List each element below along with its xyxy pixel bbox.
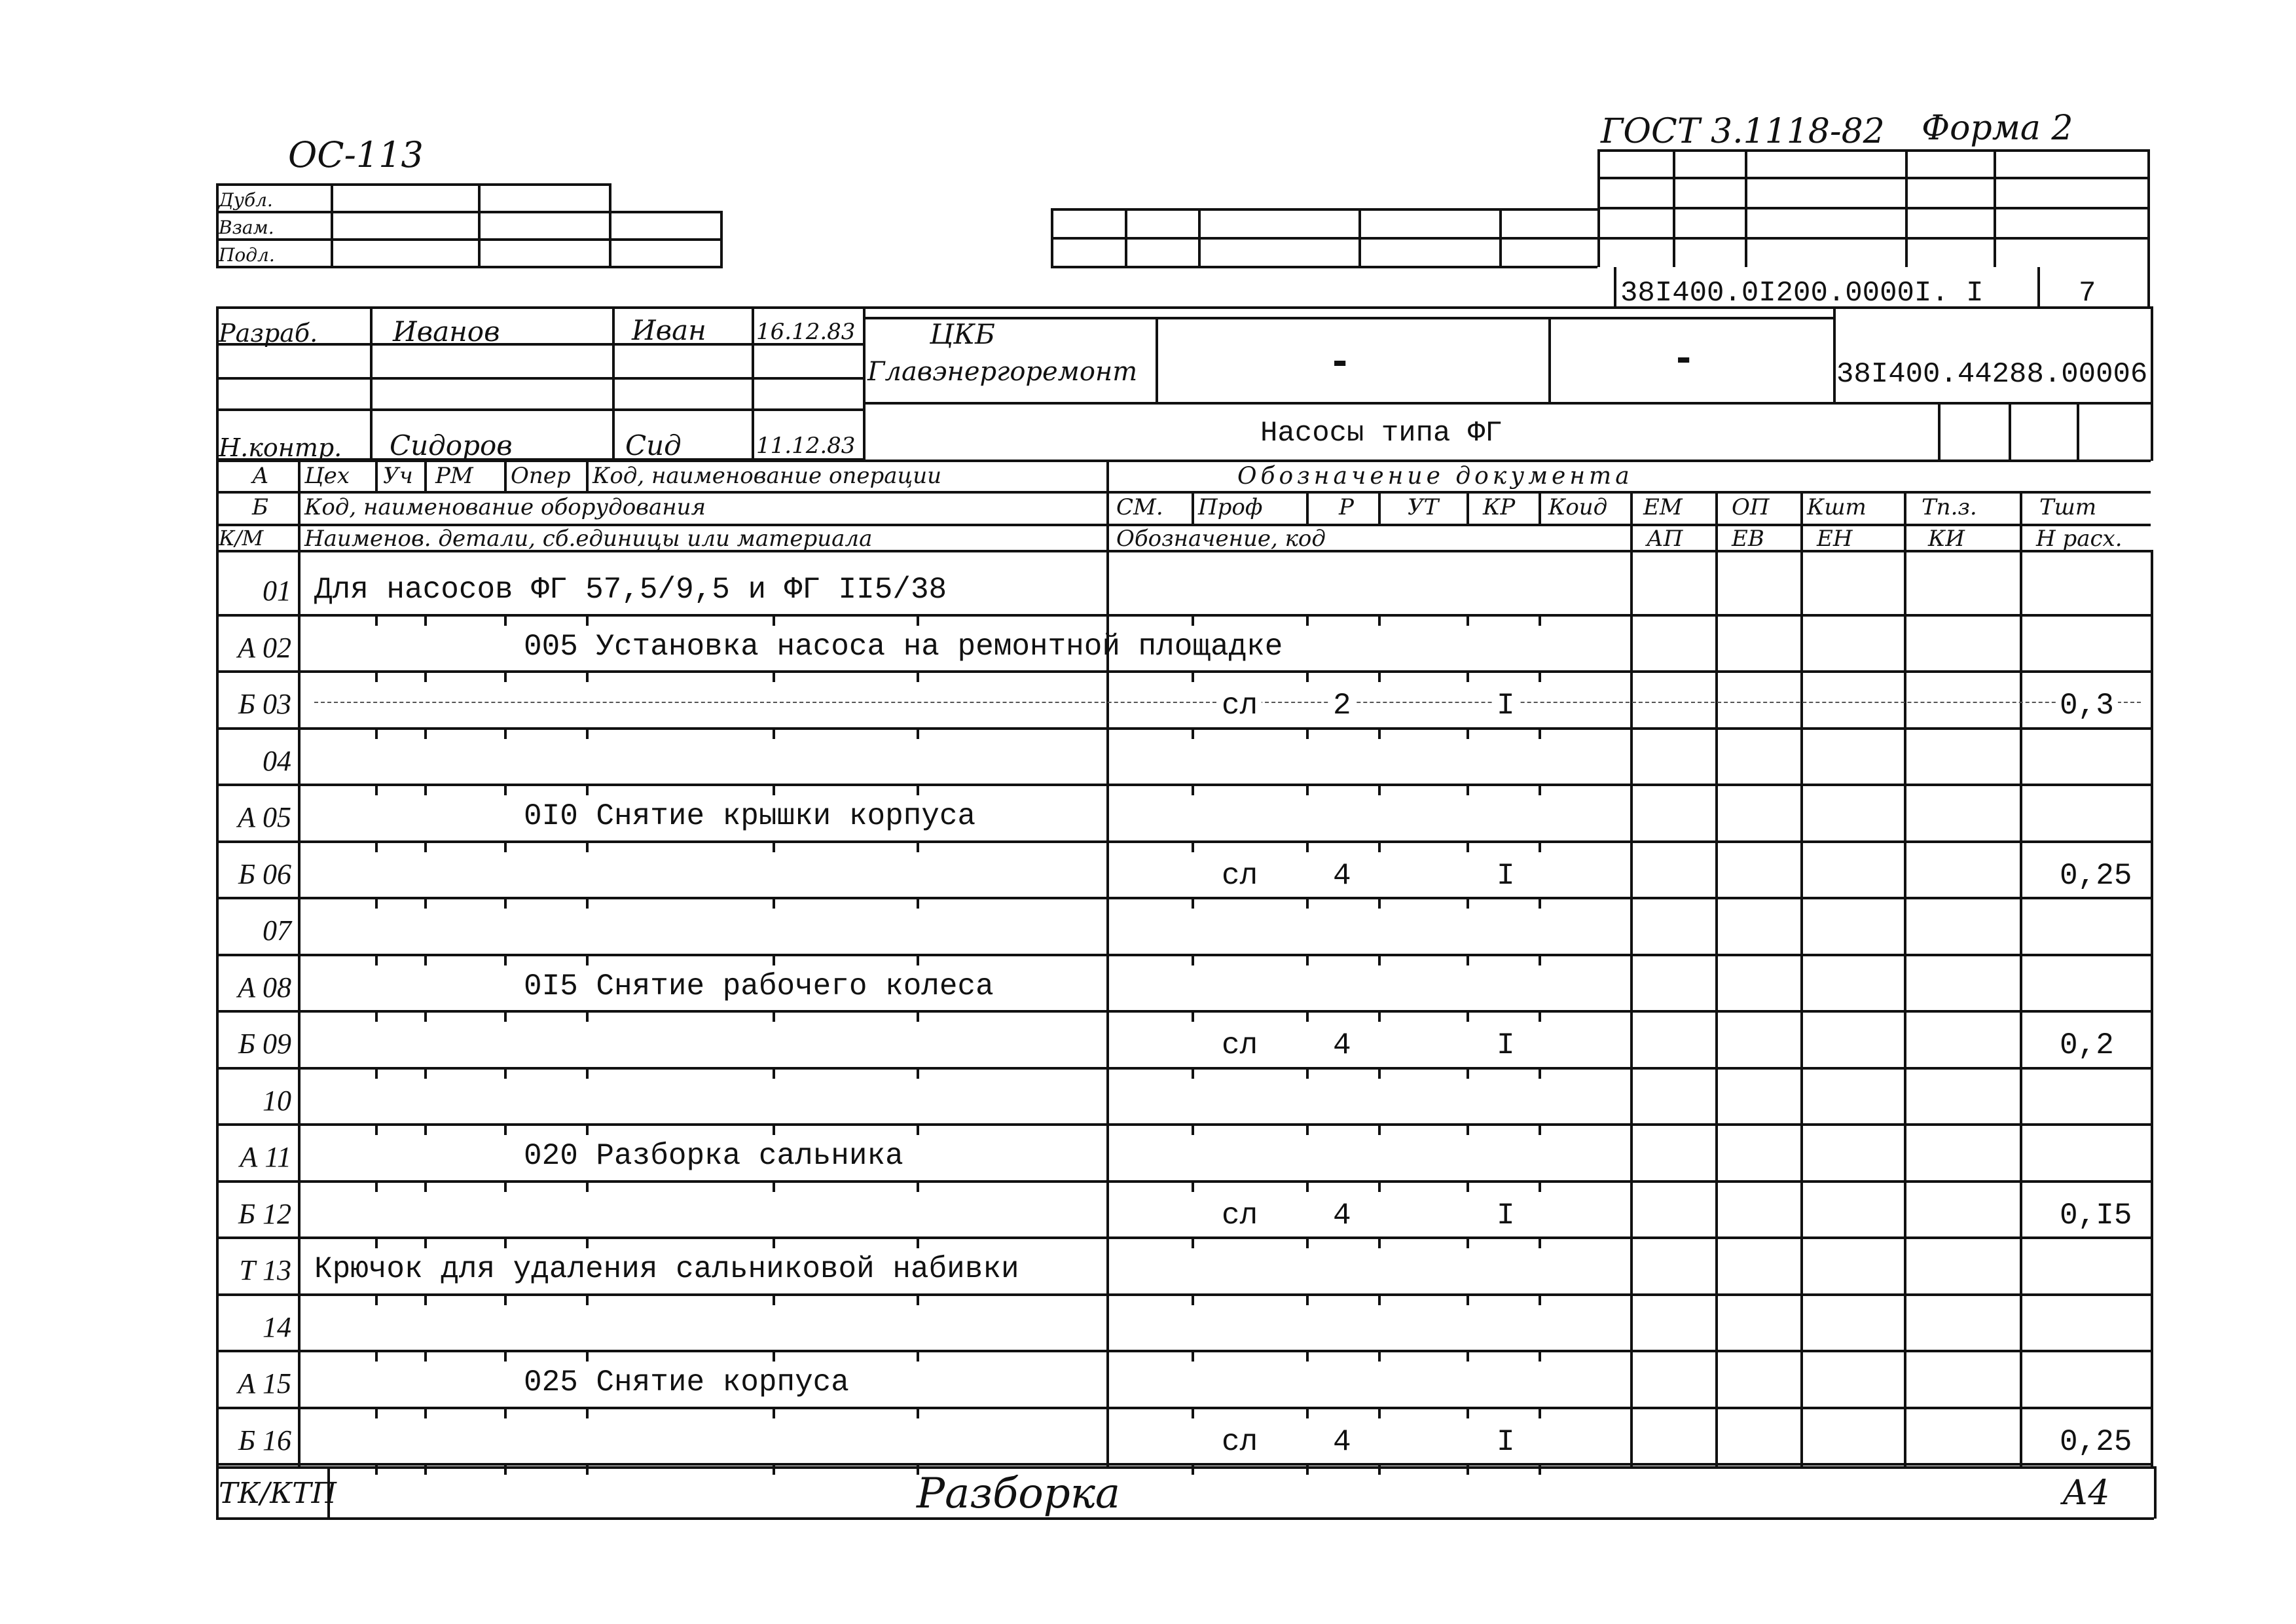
row-label: Б 16	[238, 1424, 291, 1456]
row-tick	[1539, 1293, 1541, 1305]
row-text: 0I5 Снятие рабочего колеса	[524, 969, 994, 1003]
row-tick	[773, 897, 775, 909]
row-tick	[1467, 784, 1469, 795]
row-tick	[773, 614, 775, 626]
row-label: Б 06	[238, 857, 291, 890]
row-tick	[1378, 1010, 1381, 1022]
row-tick	[1192, 1463, 1194, 1475]
row-tick	[586, 727, 589, 739]
row-tick	[375, 1293, 378, 1305]
row-tick	[504, 784, 507, 795]
row-razr: 4	[1329, 1199, 1355, 1233]
form-label: Форма 2	[1922, 109, 2073, 148]
row-tick	[1192, 954, 1194, 965]
dash-cell-b: -	[1676, 337, 1692, 380]
row-kr: I	[1493, 1199, 1519, 1233]
product-code: 38I400.44288.00006	[1836, 358, 2148, 391]
row-tick	[586, 840, 589, 852]
grid-vline	[2020, 550, 2022, 1466]
row-tick	[586, 1350, 589, 1362]
row-tick	[917, 1236, 919, 1248]
row-tick	[1467, 727, 1469, 739]
row-tick	[1306, 1350, 1309, 1362]
grid-vline	[1715, 550, 1718, 1466]
row-text: 025 Снятие корпуса	[524, 1365, 849, 1399]
row-tick	[1378, 1067, 1381, 1079]
row-tick	[1539, 1180, 1541, 1192]
row-tick	[504, 1407, 507, 1418]
row-tick	[917, 1067, 919, 1079]
row-tick	[424, 727, 427, 739]
row-tick	[1306, 784, 1309, 795]
row-tick	[1378, 1236, 1381, 1248]
row-tick	[1467, 1067, 1469, 1079]
row-kr: I	[1493, 859, 1519, 893]
row-label: А 08	[238, 971, 291, 1003]
row-tick	[375, 727, 378, 739]
row-tick	[424, 614, 427, 626]
row-tick	[1192, 670, 1194, 682]
hdr-b-koid: Коид	[1548, 494, 1608, 520]
row-tsht: 0,3	[2056, 689, 2118, 723]
hdr-nrash: Н расх.	[2036, 526, 2123, 552]
row-tick	[1192, 1293, 1194, 1305]
row-label: А 02	[238, 631, 291, 664]
row-razr: 2	[1329, 689, 1355, 723]
row-tick	[424, 1180, 427, 1192]
row-tick	[375, 1407, 378, 1418]
row-tick	[1306, 954, 1309, 965]
row-prof: сл	[1218, 1028, 1262, 1062]
row-tick	[424, 1293, 427, 1305]
row-tick	[375, 1463, 378, 1475]
row-label: А 11	[240, 1141, 291, 1173]
row-tick	[1306, 1010, 1309, 1022]
row-tick	[1306, 897, 1309, 909]
row-tick	[504, 840, 507, 852]
row-tick	[586, 1293, 589, 1305]
sheet-number: 7	[2079, 277, 2096, 310]
row-tick	[504, 1350, 507, 1362]
row-tick	[917, 840, 919, 852]
row-tick	[1378, 1180, 1381, 1192]
row-tick	[1192, 727, 1194, 739]
hdr-a-kod: Код, наименование операции	[592, 463, 942, 489]
row-tick	[424, 897, 427, 909]
row-tick	[1306, 670, 1309, 682]
row-tick	[1306, 1067, 1309, 1079]
row-tick	[1306, 614, 1309, 626]
row-tick	[1192, 1010, 1194, 1022]
row-tick	[375, 897, 378, 909]
row-tick	[1467, 1407, 1469, 1418]
row-kr: I	[1493, 689, 1519, 723]
hdr-b-label: Б	[252, 494, 268, 520]
row-tick	[1539, 1123, 1541, 1135]
footer-title: Разборка	[917, 1470, 1121, 1518]
row-prof: сл	[1218, 1425, 1262, 1459]
row-tick	[1192, 1236, 1194, 1248]
row-text: 0I0 Снятие крышки корпуса	[524, 799, 976, 833]
row-tick	[375, 1180, 378, 1192]
row-tick	[1378, 897, 1381, 909]
row-tick	[504, 1010, 507, 1022]
footer-format: А4	[2062, 1473, 2110, 1513]
row-tick	[1378, 614, 1381, 626]
stamp-podl: Подл.	[219, 244, 275, 266]
row-tick	[586, 1067, 589, 1079]
row-tick	[1192, 614, 1194, 626]
row-label: 01	[263, 575, 291, 607]
row-tick	[1378, 727, 1381, 739]
row-label: А 05	[238, 801, 291, 833]
hdr-ev: ЕВ	[1732, 526, 1764, 552]
row-tick	[917, 1350, 919, 1362]
row-tick	[1306, 1407, 1309, 1418]
nk-signature: Сид	[625, 429, 682, 461]
hdr-a-oper: Опер	[511, 463, 571, 489]
dev-date: 16.12.83	[756, 319, 856, 345]
row-label: 07	[263, 914, 291, 947]
hdr-b-r: Р	[1339, 494, 1354, 520]
dev-signature: Иван	[632, 314, 706, 346]
row-tick	[424, 1350, 427, 1362]
row-text: Крючок для удаления сальниковой набивки	[314, 1252, 1019, 1286]
row-label: 10	[263, 1084, 291, 1117]
row-tsht: 0,2	[2056, 1028, 2118, 1062]
row-tick	[424, 1010, 427, 1022]
row-kr: I	[1493, 1425, 1519, 1459]
row-tick	[1467, 954, 1469, 965]
hdr-a-ceh: Цех	[304, 463, 350, 489]
stamp-dubl: Дубл.	[219, 189, 273, 211]
hdr-tpz: Тп.з.	[1922, 494, 1977, 520]
nk-name: Сидоров	[390, 429, 513, 461]
row-tick	[375, 954, 378, 965]
row-tick	[1539, 670, 1541, 682]
row-tick	[586, 1463, 589, 1475]
row-tick	[586, 897, 589, 909]
row-tick	[1378, 1350, 1381, 1362]
dev-label: Разраб.	[219, 319, 318, 348]
row-tick	[1467, 670, 1469, 682]
row-text: Для насосов ФГ 57,5/9,5 и ФГ II5/38	[314, 573, 947, 607]
row-tick	[1539, 897, 1541, 909]
row-tick	[375, 1236, 378, 1248]
stamp-vzam: Взам.	[219, 217, 274, 238]
row-tick	[1467, 1180, 1469, 1192]
row-tick	[1378, 840, 1381, 852]
row-tick	[1378, 784, 1381, 795]
row-tick	[504, 1123, 507, 1135]
row-tick	[1306, 1236, 1309, 1248]
row-tick	[1467, 1010, 1469, 1022]
row-tick	[1467, 614, 1469, 626]
row-prof: сл	[1218, 859, 1262, 893]
hdr-ksht: Кшт	[1807, 494, 1867, 520]
row-tick	[586, 670, 589, 682]
row-tick	[504, 1236, 507, 1248]
row-label: Б 03	[238, 688, 291, 720]
row-tick	[773, 784, 775, 795]
row-tick	[504, 954, 507, 965]
row-tick	[504, 614, 507, 626]
dash-cell-a: -	[1332, 340, 1348, 383]
row-prof: сл	[1218, 689, 1262, 723]
hdr-a-label: А	[252, 463, 269, 489]
hdr-b-sm: СМ.	[1116, 494, 1163, 520]
hdr-b-prof: Проф	[1198, 494, 1263, 520]
row-tick	[917, 1123, 919, 1135]
row-text: 005 Установка насоса на ремонтной площадке	[524, 629, 1283, 664]
row-tick	[1378, 1463, 1381, 1475]
row-tick	[1467, 1463, 1469, 1475]
grid-vline	[1800, 550, 1803, 1466]
row-tick	[504, 1180, 507, 1192]
row-tick	[773, 954, 775, 965]
grid-vline	[298, 550, 301, 1466]
row-tsht: 0,25	[2056, 1425, 2136, 1459]
row-tick	[586, 1010, 589, 1022]
row-tick	[1192, 1407, 1194, 1418]
hdr-b-text: Код, наименование оборудования	[304, 494, 706, 520]
hdr-a-rm: РМ	[435, 463, 473, 489]
row-tick	[375, 670, 378, 682]
row-tick	[917, 954, 919, 965]
row-tick	[1467, 1236, 1469, 1248]
row-tick	[917, 614, 919, 626]
row-tick	[773, 1236, 775, 1248]
row-tick	[504, 727, 507, 739]
row-tick	[773, 1463, 775, 1475]
row-tick	[424, 784, 427, 795]
row-tick	[917, 784, 919, 795]
row-tick	[1378, 954, 1381, 965]
row-tick	[424, 1407, 427, 1418]
row-tick	[773, 1407, 775, 1418]
row-tick	[773, 727, 775, 739]
row-razr: 4	[1329, 859, 1355, 893]
row-tsht: 0,25	[2056, 859, 2136, 893]
row-tick	[424, 670, 427, 682]
row-tick	[375, 840, 378, 852]
row-tick	[586, 784, 589, 795]
row-label: Б 12	[238, 1197, 291, 1230]
row-tick	[1467, 897, 1469, 909]
nk-date: 11.12.83	[756, 433, 856, 459]
row-kr: I	[1493, 1028, 1519, 1062]
product-name: Насосы типа ФГ	[1260, 417, 1503, 450]
row-tick	[917, 1293, 919, 1305]
row-tick	[773, 1350, 775, 1362]
hdr-ap: АП	[1647, 526, 1683, 552]
row-tick	[1306, 1180, 1309, 1192]
row-tick	[773, 1123, 775, 1135]
hdr-ki: КИ	[1928, 526, 1965, 552]
row-label: Т 13	[239, 1254, 291, 1286]
row-tick	[917, 1407, 919, 1418]
hdr-em: ЕМ	[1643, 494, 1683, 520]
grid-vline	[1904, 550, 1906, 1466]
row-tick	[1539, 1236, 1541, 1248]
row-tick	[1539, 1350, 1541, 1362]
row-tick	[1192, 1123, 1194, 1135]
gost-label: ГОСТ 3.1118-82	[1601, 112, 1885, 151]
row-tick	[917, 1180, 919, 1192]
row-tick	[504, 897, 507, 909]
row-tick	[1306, 840, 1309, 852]
row-tick	[1539, 840, 1541, 852]
row-tick	[1192, 840, 1194, 852]
row-tick	[424, 1123, 427, 1135]
row-tick	[586, 1407, 589, 1418]
row-tick	[1467, 1123, 1469, 1135]
row-tick	[1467, 840, 1469, 852]
row-tick	[375, 1123, 378, 1135]
row-tick	[1539, 614, 1541, 626]
row-tick	[1192, 1067, 1194, 1079]
row-razr: 4	[1329, 1425, 1355, 1459]
row-tick	[504, 1463, 507, 1475]
row-tick	[917, 1010, 919, 1022]
row-tick	[1378, 670, 1381, 682]
row-tick	[1539, 1463, 1541, 1475]
row-tick	[1467, 1293, 1469, 1305]
dev-name: Иванов	[393, 316, 500, 348]
row-text: 020 Разборка сальника	[524, 1139, 903, 1173]
row-tick	[586, 954, 589, 965]
hdr-doc-designation: Обозначение документа	[1237, 463, 1633, 490]
row-tsht: 0,I5	[2056, 1199, 2136, 1233]
hdr-op: ОП	[1732, 494, 1770, 520]
row-tick	[773, 1010, 775, 1022]
row-tick	[1192, 1350, 1194, 1362]
row-tick	[1378, 1293, 1381, 1305]
row-tick	[1192, 897, 1194, 909]
row-tick	[1539, 1010, 1541, 1022]
hdr-b-kr: КР	[1483, 494, 1516, 520]
row-tick	[1192, 1180, 1194, 1192]
row-tick	[504, 1067, 507, 1079]
row-tick	[917, 670, 919, 682]
row-label: 04	[263, 744, 291, 777]
hdr-b-ut: УТ	[1408, 494, 1439, 520]
row-tick	[504, 670, 507, 682]
row-tick	[1306, 1123, 1309, 1135]
grid-vline	[1630, 550, 1633, 1466]
row-tick	[1539, 954, 1541, 965]
row-tick	[375, 1010, 378, 1022]
hdr-km-text: Наименов. детали, сб.единицы или материала	[304, 526, 873, 552]
row-tick	[375, 614, 378, 626]
row-tick	[375, 1350, 378, 1362]
row-tick	[773, 1180, 775, 1192]
hdr-km-label: К/М	[219, 526, 264, 550]
row-tick	[375, 784, 378, 795]
row-tick	[917, 727, 919, 739]
row-tick	[424, 1236, 427, 1248]
row-tick	[1378, 1123, 1381, 1135]
doc-number: 38I400.0I200.0000I. I	[1620, 277, 1984, 310]
row-label: Б 09	[238, 1028, 291, 1060]
row-label: А 15	[238, 1367, 291, 1399]
row-tick	[586, 1180, 589, 1192]
row-tick	[773, 1067, 775, 1079]
row-razr: 4	[1329, 1028, 1355, 1062]
row-tick	[586, 614, 589, 626]
hdr-km-code: Обозначение, код	[1116, 526, 1326, 552]
row-tick	[1539, 1407, 1541, 1418]
row-tick	[1467, 1350, 1469, 1362]
row-tick	[424, 1067, 427, 1079]
hdr-en: ЕН	[1817, 526, 1853, 552]
row-tick	[1306, 1293, 1309, 1305]
row-tick	[1539, 1067, 1541, 1079]
nk-label: Н.контр.	[219, 433, 342, 462]
row-tick	[1539, 727, 1541, 739]
row-tick	[1192, 784, 1194, 795]
row-tick	[586, 1236, 589, 1248]
row-tick	[424, 954, 427, 965]
row-tick	[375, 1067, 378, 1079]
row-tick	[773, 1293, 775, 1305]
org-line2: Главэнергоремонт	[867, 357, 1138, 387]
row-tick	[586, 1123, 589, 1135]
row-tick	[917, 897, 919, 909]
grid-right-edge	[2151, 550, 2153, 1466]
row-tick	[424, 1463, 427, 1475]
row-tick	[773, 840, 775, 852]
row-tick	[1378, 1407, 1381, 1418]
row-tick	[1306, 1463, 1309, 1475]
doc-code: ОС-113	[288, 134, 424, 175]
footer-left: ТК/КТП	[219, 1477, 337, 1510]
hdr-a-uch: Уч	[383, 463, 413, 489]
grid-vline	[1106, 550, 1109, 1466]
row-tick	[424, 840, 427, 852]
row-tick	[1539, 784, 1541, 795]
row-tick	[1306, 727, 1309, 739]
row-tick	[504, 1293, 507, 1305]
row-tick	[773, 670, 775, 682]
row-label: 14	[263, 1310, 291, 1343]
hdr-tsht: Тшт	[2039, 494, 2097, 520]
row-prof: сл	[1218, 1199, 1262, 1233]
org-line1: ЦКБ	[930, 318, 995, 350]
